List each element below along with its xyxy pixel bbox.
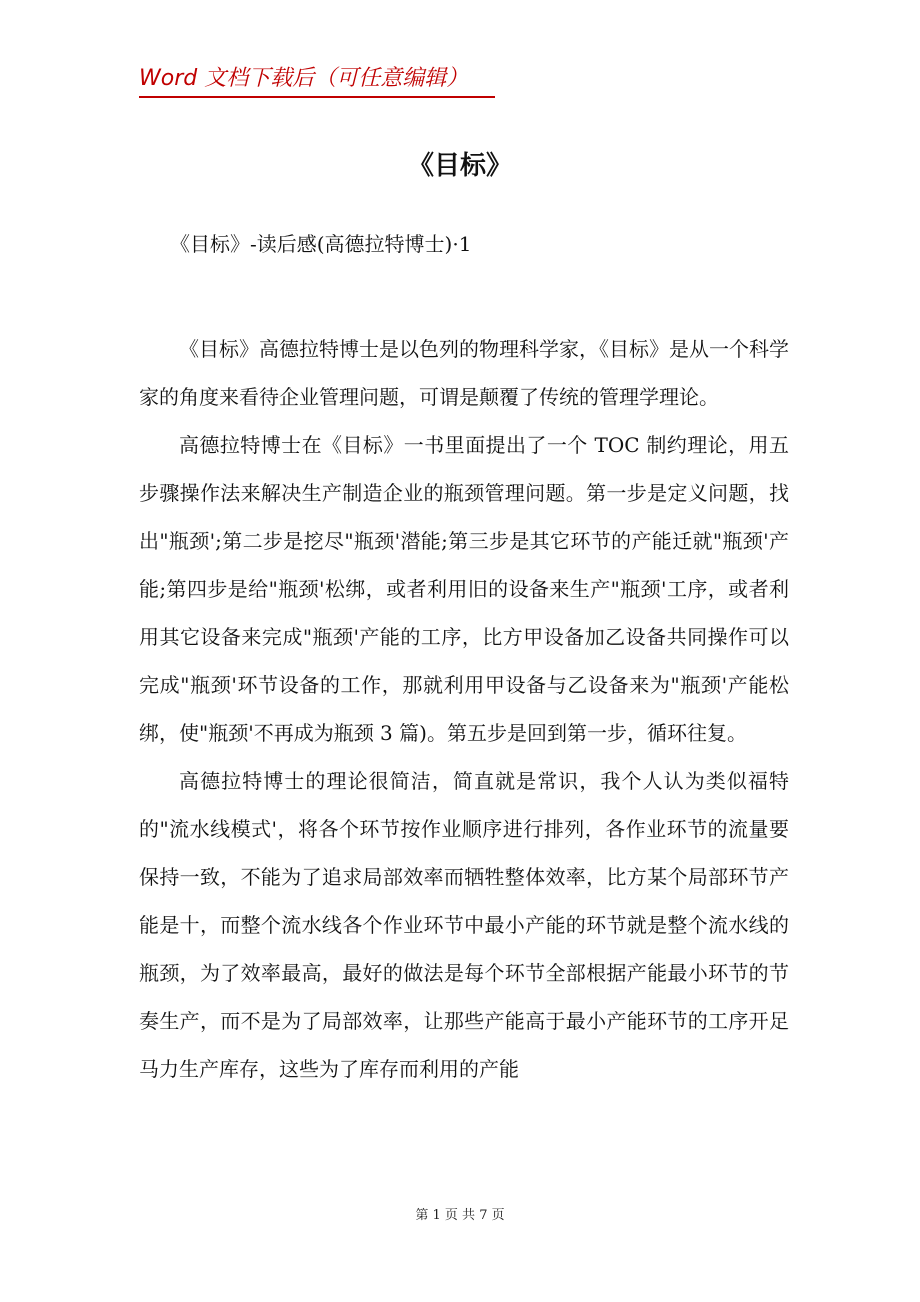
paragraph: 《目标》高德拉特博士是以色列的物理科学家，《目标》是从一个科学家的角度来看待企业管理问题，可谓是颠覆了传统的管理学理论。 (139, 337, 789, 409)
document-title: 《目标》 (407, 151, 512, 181)
document-body (139, 325, 789, 1093)
paragraph: 高德拉特博士在《目标》一书里面提出了一个 TOC 制约理论，用五步骤操作法来解决生产制造企业的瓶颈管理问题。第一步是定义问题，找出"瓶颈';第二步是挖尽"瓶颈'潜能;第三步是其它环节的产能迁就"瓶颈'产能;第四步是给"瓶颈'松绑，或者利用旧的设备来生产"瓶颈'工序，或者利用其它设备来完成"瓶颈'产能的工序，比方甲设备加乙设备共同操作可以完成"瓶颈'环节设备的工作，那就利用甲设备与乙设备来为"瓶颈'产能松绑，使"瓶颈'不再成为瓶颈 3 篇)。第五步是回到第一步，循环往复。 (139, 433, 789, 745)
page-header (139, 64, 495, 98)
paragraph: 高德拉特博士的理论很简洁，简直就是常识，我个人认为类似福特的"流水线模式'，将各个环节按作业顺序进行排列，各作业环节的流量要保持一致，不能为了追求局部效率而牺牲整体效率，比方某个局部环节产能是十，而整个流水线各个作业环节中最小产能的环节就是整个流水线的瓶颈，为了效率最高，最好的做法是每个环节全部根据产能最小环节的节奏生产，而不是为了局部效率，让那些产能高于最小产能环节的工序开足马力生产库存，这些为了库存而利用的产能 (139, 769, 789, 1081)
page-footer: 第 1 页 共 7 页 (415, 1208, 505, 1223)
header-text: Word 文档下载后（可任意编辑） (139, 66, 469, 91)
document-subtitle: 《目标》-读后感(高德拉特博士)·1 (170, 232, 472, 256)
